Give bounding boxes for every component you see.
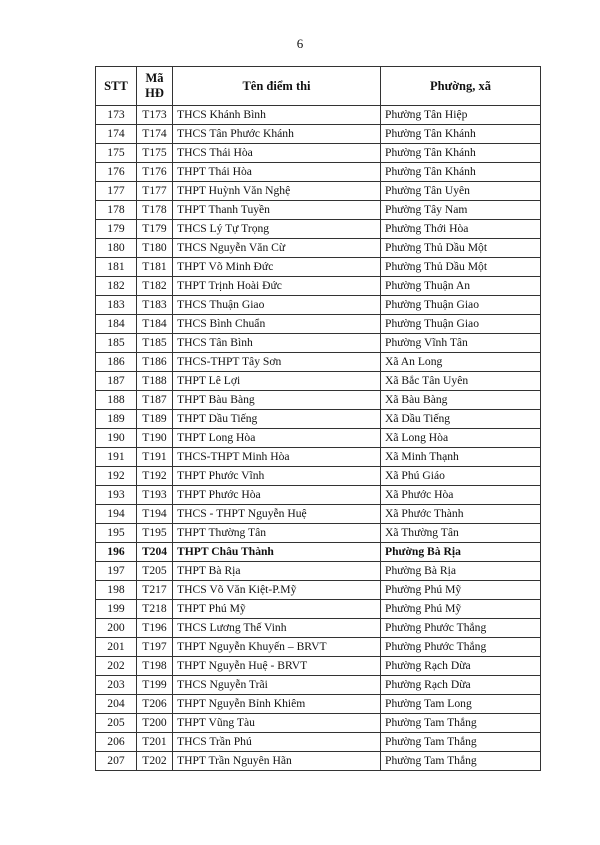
cell-phuong-xa: Phường Phước Thắng (381, 619, 541, 638)
table-row (96, 562, 541, 581)
cell-stt: 181 (96, 258, 137, 277)
cell-ma-hd: T188 (137, 372, 173, 391)
cell-ma-hd: T186 (137, 353, 173, 372)
cell-ma-hd: T185 (137, 334, 173, 353)
cell-stt: 182 (96, 277, 137, 296)
cell-ma-hd: T189 (137, 410, 173, 429)
cell-stt: 188 (96, 391, 137, 410)
cell-phuong-xa: Xã Thường Tân (381, 524, 541, 543)
table-row (96, 125, 541, 144)
cell-ten-diem-thi: THCS - THPT Nguyễn Huệ (173, 505, 381, 524)
cell-ma-hd: T187 (137, 391, 173, 410)
cell-ten-diem-thi: THPT Phước Vĩnh (173, 467, 381, 486)
cell-stt: 187 (96, 372, 137, 391)
cell-ten-diem-thi: THPT Dầu Tiếng (173, 410, 381, 429)
table-row (96, 657, 541, 676)
cell-phuong-xa: Xã Bắc Tân Uyên (381, 372, 541, 391)
cell-ten-diem-thi: THCS Thuận Giao (173, 296, 381, 315)
cell-stt: 185 (96, 334, 137, 353)
table-row (96, 296, 541, 315)
cell-ten-diem-thi: THPT Nguyễn Khuyến – BRVT (173, 638, 381, 657)
cell-stt: 201 (96, 638, 137, 657)
cell-ten-diem-thi: THPT Vũng Tàu (173, 714, 381, 733)
cell-ten-diem-thi: THPT Thái Hòa (173, 163, 381, 182)
cell-ma-hd: T204 (137, 543, 173, 562)
cell-stt: 190 (96, 429, 137, 448)
cell-phuong-xa: Phường Bà Rịa (381, 562, 541, 581)
table-row (96, 714, 541, 733)
cell-ma-hd: T179 (137, 220, 173, 239)
cell-stt: 200 (96, 619, 137, 638)
cell-phuong-xa: Phường Tân Hiệp (381, 106, 541, 125)
cell-phuong-xa: Xã Phú Giáo (381, 467, 541, 486)
cell-stt: 196 (96, 543, 137, 562)
cell-ma-hd: T201 (137, 733, 173, 752)
cell-ten-diem-thi: THCS Tân Bình (173, 334, 381, 353)
cell-ten-diem-thi: THPT Châu Thành (173, 543, 381, 562)
cell-phuong-xa: Phường Thủ Dầu Một (381, 239, 541, 258)
cell-stt: 173 (96, 106, 137, 125)
cell-phuong-xa: Phường Tam Thắng (381, 714, 541, 733)
table-row (96, 372, 541, 391)
cell-ma-hd: T194 (137, 505, 173, 524)
table-row (96, 467, 541, 486)
cell-ten-diem-thi: THCS Thái Hòa (173, 144, 381, 163)
cell-ma-hd: T206 (137, 695, 173, 714)
cell-phuong-xa: Phường Tân Khánh (381, 125, 541, 144)
cell-stt: 199 (96, 600, 137, 619)
cell-phuong-xa: Xã Bàu Bàng (381, 391, 541, 410)
cell-ten-diem-thi: THPT Võ Minh Đức (173, 258, 381, 277)
cell-ma-hd: T218 (137, 600, 173, 619)
table-row (96, 695, 541, 714)
table-row (96, 619, 541, 638)
table-row (96, 524, 541, 543)
cell-stt: 176 (96, 163, 137, 182)
cell-ma-hd: T178 (137, 201, 173, 220)
cell-ten-diem-thi: THCS Võ Văn Kiệt-P.Mỹ (173, 581, 381, 600)
cell-ten-diem-thi: THCS Nguyễn Văn Cừ (173, 239, 381, 258)
page-number: 6 (296, 36, 304, 51)
cell-stt: 189 (96, 410, 137, 429)
cell-stt: 179 (96, 220, 137, 239)
cell-ma-hd: T175 (137, 144, 173, 163)
cell-ma-hd: T195 (137, 524, 173, 543)
table-row (96, 201, 541, 220)
cell-ten-diem-thi: THPT Phước Hòa (173, 486, 381, 505)
header-stt: STT (96, 67, 137, 106)
cell-phuong-xa: Xã Phước Hòa (381, 486, 541, 505)
cell-stt: 205 (96, 714, 137, 733)
cell-ten-diem-thi: THCS Tân Phước Khánh (173, 125, 381, 144)
table-row (96, 220, 541, 239)
cell-ten-diem-thi: THPT Phú Mỹ (173, 600, 381, 619)
cell-ten-diem-thi: THCS Khánh Bình (173, 106, 381, 125)
cell-ten-diem-thi: THCS Nguyễn Trãi (173, 676, 381, 695)
cell-stt: 207 (96, 752, 137, 771)
table-row (96, 106, 541, 125)
cell-ten-diem-thi: THCS Trần Phú (173, 733, 381, 752)
header-ten-diem-thi: Tên điểm thi (173, 67, 381, 106)
cell-ma-hd: T196 (137, 619, 173, 638)
cell-ma-hd: T192 (137, 467, 173, 486)
cell-phuong-xa: Xã An Long (381, 353, 541, 372)
cell-ma-hd: T197 (137, 638, 173, 657)
cell-phuong-xa: Phường Tam Thắng (381, 733, 541, 752)
table-row (96, 638, 541, 657)
table-row (96, 600, 541, 619)
cell-ten-diem-thi: THPT Long Hòa (173, 429, 381, 448)
cell-ma-hd: T217 (137, 581, 173, 600)
cell-phuong-xa: Xã Long Hòa (381, 429, 541, 448)
cell-phuong-xa: Phường Tam Thắng (381, 752, 541, 771)
header-ma-hd (137, 67, 173, 106)
cell-ten-diem-thi: THPT Lê Lợi (173, 372, 381, 391)
table-row (96, 410, 541, 429)
cell-phuong-xa: Xã Phước Thành (381, 505, 541, 524)
cell-ma-hd: T198 (137, 657, 173, 676)
table-row (96, 239, 541, 258)
cell-ten-diem-thi: THPT Nguyễn Bỉnh Khiêm (173, 695, 381, 714)
cell-phuong-xa: Phường Tam Long (381, 695, 541, 714)
cell-phuong-xa: Phường Tân Khánh (381, 144, 541, 163)
cell-ten-diem-thi: THPT Trịnh Hoài Đức (173, 277, 381, 296)
cell-phuong-xa: Phường Bà Rịa (381, 543, 541, 562)
cell-ten-diem-thi: THPT Nguyễn Huệ - BRVT (173, 657, 381, 676)
cell-stt: 183 (96, 296, 137, 315)
cell-ten-diem-thi: THCS-THPT Minh Hòa (173, 448, 381, 467)
cell-ma-hd: T193 (137, 486, 173, 505)
cell-ten-diem-thi: THCS Bình Chuẩn (173, 315, 381, 334)
cell-stt: 204 (96, 695, 137, 714)
cell-stt: 197 (96, 562, 137, 581)
cell-ten-diem-thi: THPT Bàu Bàng (173, 391, 381, 410)
cell-phuong-xa: Phường Vĩnh Tân (381, 334, 541, 353)
header-ma-line2: HĐ (145, 86, 164, 100)
cell-stt: 175 (96, 144, 137, 163)
table-header-row (96, 67, 541, 106)
table-row (96, 334, 541, 353)
cell-ma-hd: T183 (137, 296, 173, 315)
table-row (96, 505, 541, 524)
cell-stt: 202 (96, 657, 137, 676)
table-row (96, 277, 541, 296)
cell-stt: 186 (96, 353, 137, 372)
cell-phuong-xa: Phường Phú Mỹ (381, 600, 541, 619)
table-row (96, 315, 541, 334)
cell-stt: 174 (96, 125, 137, 144)
cell-ma-hd: T174 (137, 125, 173, 144)
cell-stt: 180 (96, 239, 137, 258)
cell-stt: 178 (96, 201, 137, 220)
exam-locations-table (95, 66, 541, 771)
table-row (96, 676, 541, 695)
cell-ma-hd: T173 (137, 106, 173, 125)
table-row (96, 163, 541, 182)
cell-ten-diem-thi: THPT Thường Tân (173, 524, 381, 543)
cell-ma-hd: T180 (137, 239, 173, 258)
table-row (96, 543, 541, 562)
table-body (96, 106, 541, 771)
cell-stt: 206 (96, 733, 137, 752)
cell-phuong-xa: Phường Thuận An (381, 277, 541, 296)
table-row (96, 581, 541, 600)
header-ma-line1: Mã (145, 71, 164, 85)
cell-ma-hd: T182 (137, 277, 173, 296)
cell-ten-diem-thi: THPT Trần Nguyên Hãn (173, 752, 381, 771)
cell-ten-diem-thi: THPT Thanh Tuyền (173, 201, 381, 220)
table-row (96, 182, 541, 201)
cell-stt: 191 (96, 448, 137, 467)
cell-ten-diem-thi: THPT Bà Rịa (173, 562, 381, 581)
table-row (96, 144, 541, 163)
table-row (96, 429, 541, 448)
cell-phuong-xa: Phường Tân Khánh (381, 163, 541, 182)
cell-ten-diem-thi: THCS-THPT Tây Sơn (173, 353, 381, 372)
cell-phuong-xa: Phường Phước Thắng (381, 638, 541, 657)
cell-phuong-xa: Phường Thới Hòa (381, 220, 541, 239)
cell-ten-diem-thi: THCS Lý Tự Trọng (173, 220, 381, 239)
cell-stt: 184 (96, 315, 137, 334)
table-row (96, 258, 541, 277)
cell-ma-hd: T184 (137, 315, 173, 334)
cell-phuong-xa: Phường Rạch Dừa (381, 676, 541, 695)
cell-stt: 203 (96, 676, 137, 695)
cell-ma-hd: T177 (137, 182, 173, 201)
cell-ma-hd: T190 (137, 429, 173, 448)
table-row (96, 733, 541, 752)
cell-phuong-xa: Xã Dầu Tiếng (381, 410, 541, 429)
cell-ma-hd: T176 (137, 163, 173, 182)
table-row (96, 752, 541, 771)
cell-ma-hd: T205 (137, 562, 173, 581)
cell-stt: 177 (96, 182, 137, 201)
cell-ma-hd: T191 (137, 448, 173, 467)
cell-phuong-xa: Phường Tây Nam (381, 201, 541, 220)
cell-phuong-xa: Phường Thuận Giao (381, 296, 541, 315)
cell-ma-hd: T199 (137, 676, 173, 695)
cell-phuong-xa: Phường Tân Uyên (381, 182, 541, 201)
cell-stt: 192 (96, 467, 137, 486)
cell-ten-diem-thi: THCS Lương Thế Vinh (173, 619, 381, 638)
cell-phuong-xa: Phường Phú Mỹ (381, 581, 541, 600)
cell-stt: 195 (96, 524, 137, 543)
cell-ma-hd: T202 (137, 752, 173, 771)
table-row (96, 486, 541, 505)
table-row (96, 353, 541, 372)
cell-phuong-xa: Phường Rạch Dừa (381, 657, 541, 676)
cell-stt: 193 (96, 486, 137, 505)
cell-ma-hd: T181 (137, 258, 173, 277)
cell-phuong-xa: Xã Minh Thạnh (381, 448, 541, 467)
cell-phuong-xa: Phường Thuận Giao (381, 315, 541, 334)
cell-stt: 194 (96, 505, 137, 524)
cell-phuong-xa: Phường Thủ Dầu Một (381, 258, 541, 277)
cell-ma-hd: T200 (137, 714, 173, 733)
table-row (96, 391, 541, 410)
cell-stt: 198 (96, 581, 137, 600)
header-phuong-xa: Phường, xã (381, 67, 541, 106)
table-row (96, 448, 541, 467)
cell-ten-diem-thi: THPT Huỳnh Văn Nghệ (173, 182, 381, 201)
